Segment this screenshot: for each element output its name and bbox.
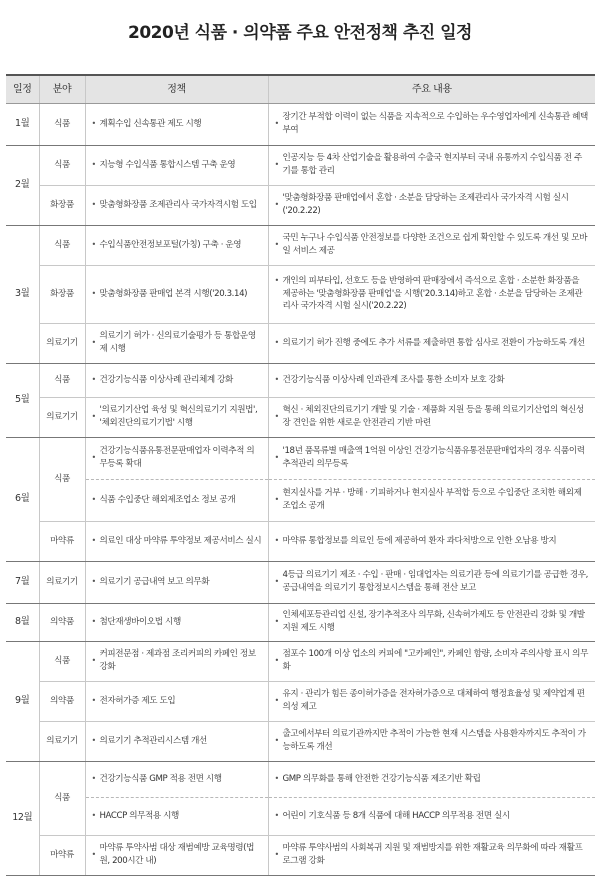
table-row <box>6 103 595 145</box>
field-cell: 마약류 <box>39 835 85 875</box>
detail-cell: • 점포수 100개 이상 업소의 커피에 "고카페인", 카페인 함량, 소비자 주의사항 표시 의무화 <box>268 641 595 681</box>
policy-cell: • 수입식품안전정보포털(가칭) 구축 · 운영 <box>85 225 268 265</box>
field-cell: 의약품 <box>39 603 85 641</box>
policy-cell: • '의료기기산업 육성 및 혁신의료기기 지원법', '체외진단의료기기법' 시행 <box>85 397 268 437</box>
policy-cell: • 커피전문점 · 제과점 조리커피의 카페인 정보 강화 <box>85 641 268 681</box>
detail-cell: • 4등급 의료기기 제조 · 수입 · 판매 · 임대업자는 의료기관 등에 의료기기를 공급한 경우, 공급내역을 의료기기 통합정보시스템을 통해 전산 보고 <box>268 561 595 603</box>
detail-cell: • 의료기기 허가 진행 중에도 추가 서류를 제출하면 통합 심사로 전환이 가능하도록 개선 <box>268 323 595 363</box>
month-cell: 6월 <box>6 437 39 561</box>
policy-cell: • 건강기능식품유통전문판매업자 이력추적 의무등록 확대 <box>85 437 268 479</box>
policy-cell: • 지능형 수입식품 통합시스템 구축 운영 <box>85 145 268 185</box>
month-cell: 12월 <box>6 761 39 875</box>
month-cell: 8월 <box>6 603 39 641</box>
table-row <box>6 721 595 761</box>
header-policy: 정책 <box>85 75 268 103</box>
policy-cell: • 전자허가증 제도 도입 <box>85 681 268 721</box>
detail-cell: • GMP 의무화를 통해 안전한 건강기능식품 제조기반 확립 <box>268 761 595 797</box>
detail-cell: • 어린이 기호식품 등 8개 식품에 대해 HACCP 의무적용 전면 실시 <box>268 797 595 835</box>
field-cell: 식품 <box>39 761 85 835</box>
policy-cell: • 의료기기 허가 · 신의료기술평가 등 통합운영제 시행 <box>85 323 268 363</box>
policy-cell: • 맞춤형화장품 판매업 본격 시행('20.3.14) <box>85 265 268 323</box>
field-cell: 의료기기 <box>39 721 85 761</box>
detail-cell: • 현지실사를 거부 · 방해 · 기피하거나 현지실사 부적합 등으로 수입중단 조치한 해외제조업소 공개 <box>268 479 595 521</box>
detail-cell: • '맞춤형화장품 판매업에서 혼합 · 소분을 담당하는 조제관리사 국가자격 시험 실시('20.2.22) <box>268 185 595 225</box>
policy-cell: • 마약류 투약사범 대상 재범예방 교육명령(법원, 200시간 내) <box>85 835 268 875</box>
detail-cell: • 개인의 피부타입, 선호도 등을 반영하여 판매장에서 즉석으로 혼합 · 소분한 화장품을 제공하는 '맞춤형화장품 판매업'을 시행('20.3.14)하고 혼합 · 소분을 담당하는 조제관리사 국가자격 시험 실시('20.2.22) <box>268 265 595 323</box>
table-row <box>6 265 595 323</box>
policy-cell: • 첨단재생바이오법 시행 <box>85 603 268 641</box>
detail-cell: • 마약류 통합정보를 의료인 등에 제공하여 환자 과다처방으로 인한 오남용 방지 <box>268 521 595 561</box>
detail-cell: • 국민 누구나 수입식품 안전정보를 다양한 조건으로 쉽게 확인할 수 있도록 개선 및 모바일 서비스 제공 <box>268 225 595 265</box>
field-cell: 식품 <box>39 641 85 681</box>
field-cell: 화장품 <box>39 265 85 323</box>
policy-cell: • 건강기능식품 GMP 적용 전면 시행 <box>85 761 268 797</box>
table-row <box>6 397 595 437</box>
month-cell: 3월 <box>6 225 39 363</box>
detail-cell: • 출고에서부터 의료기관까지만 추적이 가능한 현재 시스템을 사용환자까지도 추적이 가능하도록 개선 <box>268 721 595 761</box>
table-row <box>6 437 595 479</box>
field-cell: 식품 <box>39 437 85 521</box>
field-cell: 식품 <box>39 103 85 145</box>
policy-cell: • 식품 수입중단 해외제조업소 정보 공개 <box>85 479 268 521</box>
header-month: 일정 <box>6 75 39 103</box>
month-cell: 9월 <box>6 641 39 761</box>
detail-cell: • 인체세포등관리업 신설, 장기추적조사 의무화, 신속허가제도 등 안전관리 강화 및 개발지원 제도 시행 <box>268 603 595 641</box>
detail-cell: • 건강기능식품 이상사례 인과관계 조사를 통한 소비자 보호 강화 <box>268 363 595 397</box>
table-row <box>6 761 595 797</box>
detail-cell: • 장기간 부적합 이력이 없는 식품을 지속적으로 수입하는 우수영업자에게 신속통관 혜택 부여 <box>268 103 595 145</box>
table-header-row <box>6 75 595 103</box>
policy-cell: • 의료인 대상 마약류 투약정보 제공서비스 실시 <box>85 521 268 561</box>
policy-cell: • 건강기능식품 이상사례 관리체계 강화 <box>85 363 268 397</box>
table-row <box>6 603 595 641</box>
policy-cell: • 계획수입 신속통관 제도 시행 <box>85 103 268 145</box>
policy-cell: • 맞춤형화장품 조제관리사 국가자격시험 도입 <box>85 185 268 225</box>
table-row <box>6 323 595 363</box>
detail-cell: • 인공지능 등 4차 산업기술을 활용하여 수출국 현지부터 국내 유통까지 수입식품 전 주기를 통합 관리 <box>268 145 595 185</box>
table-row <box>6 225 595 265</box>
field-cell: 의료기기 <box>39 561 85 603</box>
field-cell: 의료기기 <box>39 323 85 363</box>
field-cell: 의약품 <box>39 681 85 721</box>
table-row <box>6 479 595 521</box>
table-row <box>6 835 595 875</box>
field-cell: 식품 <box>39 145 85 185</box>
table-row <box>6 681 595 721</box>
table-row <box>6 185 595 225</box>
table-row <box>6 521 595 561</box>
field-cell: 화장품 <box>39 185 85 225</box>
policy-cell: • 의료기기 공급내역 보고 의무화 <box>85 561 268 603</box>
table-row <box>6 561 595 603</box>
policy-cell: • 의료기기 추적관리시스템 개선 <box>85 721 268 761</box>
field-cell: 식품 <box>39 363 85 397</box>
month-cell: 2월 <box>6 145 39 225</box>
table-row <box>6 641 595 681</box>
field-cell: 식품 <box>39 225 85 265</box>
field-cell: 마약류 <box>39 521 85 561</box>
table-row <box>6 145 595 185</box>
detail-cell: • 유지 · 관리가 힘든 종이허가증을 전자허가증으로 대체하여 행정효율성 및 제약업계 편의성 제고 <box>268 681 595 721</box>
month-cell: 5월 <box>6 363 39 437</box>
page-title: 2020년 식품 · 의약품 주요 안전정책 추진 일정 <box>128 23 472 43</box>
header-field: 분야 <box>39 75 85 103</box>
header-detail: 주요 내용 <box>268 75 595 103</box>
detail-cell: • '18년 품목류별 매출액 1억원 이상인 건강기능식품유통전문판매업자의 경우 식품이력추적관리 의무등록 <box>268 437 595 479</box>
table-row <box>6 363 595 397</box>
policy-cell: • HACCP 의무적용 시행 <box>85 797 268 835</box>
month-cell: 1월 <box>6 103 39 145</box>
month-cell: 7월 <box>6 561 39 603</box>
field-cell: 의료기기 <box>39 397 85 437</box>
table-row <box>6 797 595 835</box>
policy-schedule-table <box>6 74 595 876</box>
detail-cell: • 마약류 투약사범의 사회복귀 지원 및 재범방지를 위한 재활교육 의무화에 따라 재활프로그램 강화 <box>268 835 595 875</box>
detail-cell: • 혁신 · 체외진단의료기기 개발 및 기술 · 제품화 지원 등을 통해 의료기기산업의 혁신성장 견인을 위한 새로운 안전관리 기반 마련 <box>268 397 595 437</box>
